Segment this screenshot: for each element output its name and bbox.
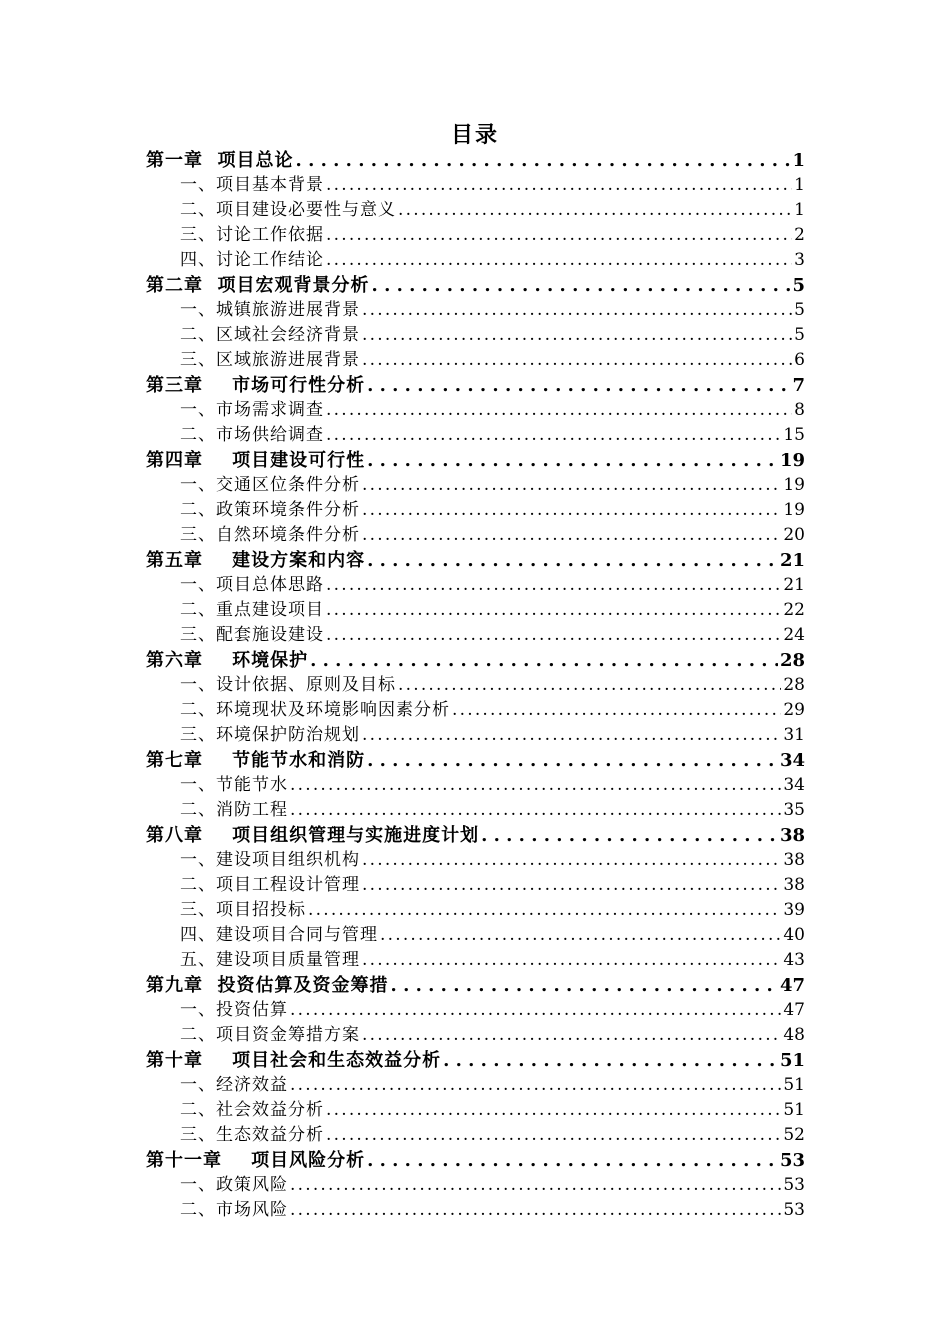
toc-page-number: 5 xyxy=(792,275,805,296)
toc-section-entry[interactable] xyxy=(146,1023,805,1048)
toc-entry-label: 第五章 建设方案和内容 xyxy=(146,550,366,571)
toc-chapter-entry[interactable] xyxy=(146,1148,805,1173)
toc-entry-label: 第七章 节能节水和消防 xyxy=(146,750,366,771)
toc-section-entry[interactable] xyxy=(146,598,805,623)
toc-section-entry[interactable] xyxy=(146,223,805,248)
toc-dot-leader xyxy=(362,948,781,973)
toc-entry-label: 一、投资估算 xyxy=(180,1000,288,1020)
toc-page-number: 38 xyxy=(783,875,805,895)
table-of-contents xyxy=(146,148,805,1223)
toc-dot-leader xyxy=(290,1198,781,1223)
toc-dot-leader xyxy=(481,823,778,848)
toc-dot-leader xyxy=(326,173,792,198)
toc-page-number: 24 xyxy=(783,625,805,645)
toc-dot-leader xyxy=(290,1173,781,1198)
toc-chapter-entry[interactable] xyxy=(146,373,805,398)
toc-entry-label: 三、区域旅游进展背景 xyxy=(180,350,360,370)
toc-entry-label: 第一章 项目总论 xyxy=(146,150,294,171)
toc-title: 目录 xyxy=(450,122,499,148)
toc-dot-leader xyxy=(290,998,781,1023)
toc-section-entry[interactable] xyxy=(146,698,805,723)
toc-dot-leader xyxy=(296,148,791,173)
toc-dot-leader xyxy=(398,198,792,223)
toc-dot-leader xyxy=(326,398,792,423)
toc-section-entry[interactable] xyxy=(146,948,805,973)
toc-entry-label: 三、生态效益分析 xyxy=(180,1125,324,1145)
toc-section-entry[interactable] xyxy=(146,1198,805,1223)
toc-chapter-entry[interactable] xyxy=(146,448,805,473)
toc-page-number: 28 xyxy=(783,675,805,695)
toc-section-entry[interactable] xyxy=(146,298,805,323)
toc-dot-leader xyxy=(367,373,790,398)
toc-chapter-entry[interactable] xyxy=(146,1048,805,1073)
toc-entry-label: 一、节能节水 xyxy=(180,775,288,795)
toc-section-entry[interactable] xyxy=(146,423,805,448)
toc-section-entry[interactable] xyxy=(146,398,805,423)
toc-entry-label: 二、项目工程设计管理 xyxy=(180,875,360,895)
toc-page-number: 35 xyxy=(783,800,805,820)
toc-page-number: 28 xyxy=(779,650,805,671)
toc-section-entry[interactable] xyxy=(146,873,805,898)
toc-page-number: 47 xyxy=(783,1000,805,1020)
toc-entry-label: 第二章 项目宏观背景分析 xyxy=(146,275,370,296)
toc-dot-leader xyxy=(326,598,781,623)
toc-dot-leader xyxy=(452,698,781,723)
toc-dot-leader xyxy=(367,1148,778,1173)
toc-page-number: 6 xyxy=(794,350,805,370)
toc-chapter-entry[interactable] xyxy=(146,748,805,773)
toc-entry-label: 一、项目总体思路 xyxy=(180,575,324,595)
toc-chapter-entry[interactable] xyxy=(146,648,805,673)
toc-entry-label: 三、项目招投标 xyxy=(180,900,306,920)
toc-entry-label: 三、自然环境条件分析 xyxy=(180,525,360,545)
toc-page-number: 43 xyxy=(783,950,805,970)
toc-entry-label: 二、消防工程 xyxy=(180,800,288,820)
toc-section-entry[interactable] xyxy=(146,773,805,798)
toc-entry-label: 二、环境现状及环境影响因素分析 xyxy=(180,700,450,720)
toc-page-number: 48 xyxy=(783,1025,805,1045)
toc-page-number: 1 xyxy=(794,200,805,220)
toc-section-entry[interactable] xyxy=(146,1173,805,1198)
toc-entry-label: 第六章 环境保护 xyxy=(146,650,309,671)
toc-page-number: 29 xyxy=(783,700,805,720)
toc-dot-leader xyxy=(362,873,781,898)
toc-page-number: 1 xyxy=(794,175,805,195)
toc-page-number: 5 xyxy=(794,300,805,320)
toc-section-entry[interactable] xyxy=(146,1098,805,1123)
toc-page-number: 53 xyxy=(783,1200,805,1220)
toc-dot-leader xyxy=(308,898,781,923)
toc-page-number: 40 xyxy=(783,925,805,945)
toc-section-entry[interactable] xyxy=(146,173,805,198)
toc-page-number: 31 xyxy=(783,725,805,745)
toc-section-entry[interactable] xyxy=(146,848,805,873)
toc-dot-leader xyxy=(398,673,781,698)
toc-section-entry[interactable] xyxy=(146,473,805,498)
toc-page-number: 1 xyxy=(792,150,805,171)
toc-section-entry[interactable] xyxy=(146,798,805,823)
toc-section-entry[interactable] xyxy=(146,573,805,598)
toc-page-number: 38 xyxy=(783,850,805,870)
toc-page-number: 3 xyxy=(794,250,805,270)
toc-entry-label: 一、市场需求调查 xyxy=(180,400,324,420)
toc-page-number: 51 xyxy=(779,1050,805,1071)
toc-dot-leader xyxy=(290,1073,781,1098)
toc-dot-leader xyxy=(443,1048,778,1073)
toc-section-entry[interactable] xyxy=(146,523,805,548)
toc-page-number: 53 xyxy=(779,1150,805,1171)
toc-dot-leader xyxy=(367,748,778,773)
toc-section-entry[interactable] xyxy=(146,898,805,923)
toc-dot-leader xyxy=(362,298,792,323)
toc-dot-leader xyxy=(367,448,778,473)
toc-entry-label: 二、社会效益分析 xyxy=(180,1100,324,1120)
toc-entry-label: 二、市场供给调查 xyxy=(180,425,324,445)
toc-chapter-entry[interactable] xyxy=(146,273,805,298)
toc-section-entry[interactable] xyxy=(146,723,805,748)
toc-dot-leader xyxy=(290,798,781,823)
toc-section-entry[interactable] xyxy=(146,498,805,523)
toc-entry-label: 三、配套施设建设 xyxy=(180,625,324,645)
toc-entry-label: 二、项目资金筹措方案 xyxy=(180,1025,360,1045)
toc-page-number: 34 xyxy=(783,775,805,795)
toc-entry-label: 二、市场风险 xyxy=(180,1200,288,1220)
toc-chapter-entry[interactable] xyxy=(146,148,805,173)
toc-entry-label: 三、环境保护防治规划 xyxy=(180,725,360,745)
toc-dot-leader xyxy=(290,773,781,798)
toc-entry-label: 一、交通区位条件分析 xyxy=(180,475,360,495)
toc-dot-leader xyxy=(326,248,792,273)
toc-entry-label: 五、建设项目质量管理 xyxy=(180,950,360,970)
toc-dot-leader xyxy=(362,848,781,873)
toc-dot-leader xyxy=(326,573,781,598)
toc-page-number: 15 xyxy=(783,425,805,445)
toc-entry-label: 一、政策风险 xyxy=(180,1175,288,1195)
toc-page-number: 21 xyxy=(783,575,805,595)
toc-section-entry[interactable] xyxy=(146,198,805,223)
toc-page-number: 51 xyxy=(783,1075,805,1095)
toc-section-entry[interactable] xyxy=(146,248,805,273)
toc-section-entry[interactable] xyxy=(146,1073,805,1098)
toc-dot-leader xyxy=(326,1123,781,1148)
toc-entry-label: 三、讨论工作依据 xyxy=(180,225,324,245)
toc-dot-leader xyxy=(326,623,781,648)
toc-entry-label: 一、城镇旅游进展背景 xyxy=(180,300,360,320)
toc-page-number: 19 xyxy=(783,475,805,495)
toc-entry-label: 一、经济效益 xyxy=(180,1075,288,1095)
toc-dot-leader xyxy=(362,523,781,548)
toc-page-number: 51 xyxy=(783,1100,805,1120)
toc-chapter-entry[interactable] xyxy=(146,973,805,998)
toc-entry-label: 第九章 投资估算及资金筹措 xyxy=(146,975,389,996)
toc-page-number: 2 xyxy=(794,225,805,245)
toc-section-entry[interactable] xyxy=(146,623,805,648)
toc-entry-label: 二、项目建设必要性与意义 xyxy=(180,200,396,220)
toc-page-number: 19 xyxy=(779,450,805,471)
toc-dot-leader xyxy=(372,273,791,298)
toc-section-entry[interactable] xyxy=(146,923,805,948)
toc-entry-label: 二、区域社会经济背景 xyxy=(180,325,360,345)
toc-entry-label: 一、项目基本背景 xyxy=(180,175,324,195)
toc-entry-label: 四、讨论工作结论 xyxy=(180,250,324,270)
toc-entry-label: 第三章 市场可行性分析 xyxy=(146,375,366,396)
toc-section-entry[interactable] xyxy=(146,323,805,348)
toc-page-number: 34 xyxy=(779,750,805,771)
toc-entry-label: 第十一章 项目风险分析 xyxy=(146,1150,366,1171)
toc-entry-label: 二、重点建设项目 xyxy=(180,600,324,620)
toc-dot-leader xyxy=(367,548,778,573)
toc-page-number: 38 xyxy=(779,825,805,846)
toc-dot-leader xyxy=(310,648,778,673)
toc-dot-leader xyxy=(380,923,781,948)
toc-dot-leader xyxy=(362,348,792,373)
toc-page-number: 22 xyxy=(783,600,805,620)
toc-dot-leader xyxy=(362,473,781,498)
toc-page-number: 39 xyxy=(783,900,805,920)
toc-page-number: 52 xyxy=(783,1125,805,1145)
toc-page-number: 5 xyxy=(794,325,805,345)
toc-chapter-entry[interactable] xyxy=(146,548,805,573)
toc-dot-leader xyxy=(362,498,781,523)
toc-entry-label: 第八章 项目组织管理与实施进度计划 xyxy=(146,825,480,846)
toc-entry-label: 第十章 项目社会和生态效益分析 xyxy=(146,1050,442,1071)
toc-section-entry[interactable] xyxy=(146,348,805,373)
toc-dot-leader xyxy=(326,423,781,448)
toc-page-number: 7 xyxy=(792,375,805,396)
toc-page-number: 47 xyxy=(779,975,805,996)
toc-section-entry[interactable] xyxy=(146,673,805,698)
toc-dot-leader xyxy=(362,1023,781,1048)
toc-page-number: 8 xyxy=(794,400,805,420)
toc-dot-leader xyxy=(362,323,792,348)
toc-section-entry[interactable] xyxy=(146,1123,805,1148)
toc-entry-label: 二、政策环境条件分析 xyxy=(180,500,360,520)
toc-page-number: 53 xyxy=(783,1175,805,1195)
toc-entry-label: 一、设计依据、原则及目标 xyxy=(180,675,396,695)
toc-page-number: 21 xyxy=(779,550,805,571)
toc-chapter-entry[interactable] xyxy=(146,823,805,848)
toc-entry-label: 第四章 项目建设可行性 xyxy=(146,450,366,471)
toc-dot-leader xyxy=(362,723,781,748)
toc-page-number: 19 xyxy=(783,500,805,520)
toc-dot-leader xyxy=(391,973,778,998)
toc-page-number: 20 xyxy=(783,525,805,545)
toc-section-entry[interactable] xyxy=(146,998,805,1023)
toc-entry-label: 一、建设项目组织机构 xyxy=(180,850,360,870)
toc-dot-leader xyxy=(326,1098,781,1123)
toc-entry-label: 四、建设项目合同与管理 xyxy=(180,925,378,945)
toc-dot-leader xyxy=(326,223,792,248)
